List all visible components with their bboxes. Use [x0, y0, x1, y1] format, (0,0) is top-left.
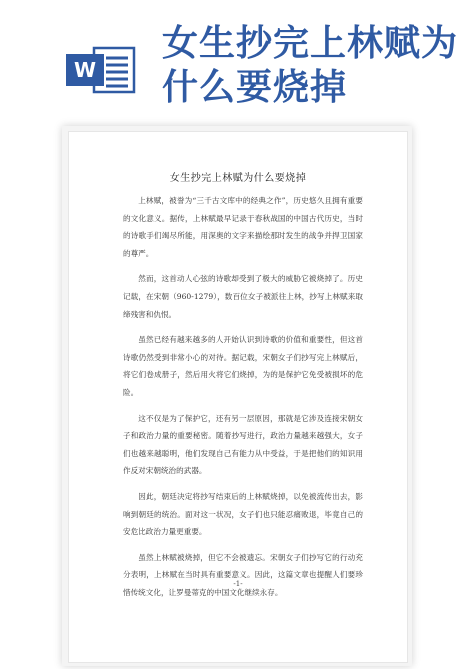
document-title: 女生抄完上林赋为什么要烧掉	[169, 173, 307, 184]
banner-title	[162, 22, 468, 110]
document-page	[68, 131, 408, 663]
page-number: -1-	[233, 580, 243, 588]
paragraph-6: 虽然上林赋被烧掉，但它不会被遗忘。宋朝女子们抄写它的行动充分表明，上林赋在当时具有重要意义。因此，这篇文章也提醒人们要珍惜传统文化，让罗曼蒂克的中国文化继续永存。	[123, 552, 363, 597]
paragraph-1: 上林赋，被誉为“三千古文库中的经典之作”，历史悠久且拥有重要的文化意义。据传，上林赋最早记录于春秋战国的中国古代历史，当时的诗歌手们竭尽所能，用深奥的文字来描绘那时发生的战争并捍卫国家的尊严。	[123, 196, 363, 258]
banner-title-line-1: 女生抄完上林赋为	[162, 23, 459, 64]
banner	[0, 0, 474, 110]
word-document-icon	[64, 44, 138, 96]
paragraph-3: 虽然已经有越来越多的人开始认识到诗歌的价值和重要性，但这首诗歌仍然受到非常小心的对待。据记载，宋朝女子们抄写完上林赋后，将它们卷成册子，然后用火将它们烧掉，为的是保护它免受被损坏的危险。	[123, 335, 363, 397]
paragraph-4: 这不仅是为了保护它，还有另一层原因，那就是它涉及连接宋朝女子和政治力量的重要秘密。随着抄写进行，政治力量越来越强大，女子们也越来越聪明，他们发现自己有能力从中受益，于是把他们的知识用作反对宋朝统治的武器。	[123, 413, 363, 476]
banner-title-line-2: 什么要烧掉	[162, 67, 348, 108]
paragraph-2: 然而，这首动人心弦的诗歌却受到了极大的威胁它被烧掉了。历史记载，在宋朝（960-1279），数百位女子被派往上林，抄写上林赋来取缔残害和仇恨。	[123, 274, 363, 319]
word-logo-letter: W	[73, 58, 97, 82]
paragraph-5: 因此，朝廷决定将抄写结束后的上林赋烧掉，以免被流传出去，影响到朝廷的统治。面对这一状况，女子们也只能忍痛败退，毕竟自己的安危比政治力量更重要。	[123, 491, 363, 537]
document-body	[123, 192, 363, 609]
